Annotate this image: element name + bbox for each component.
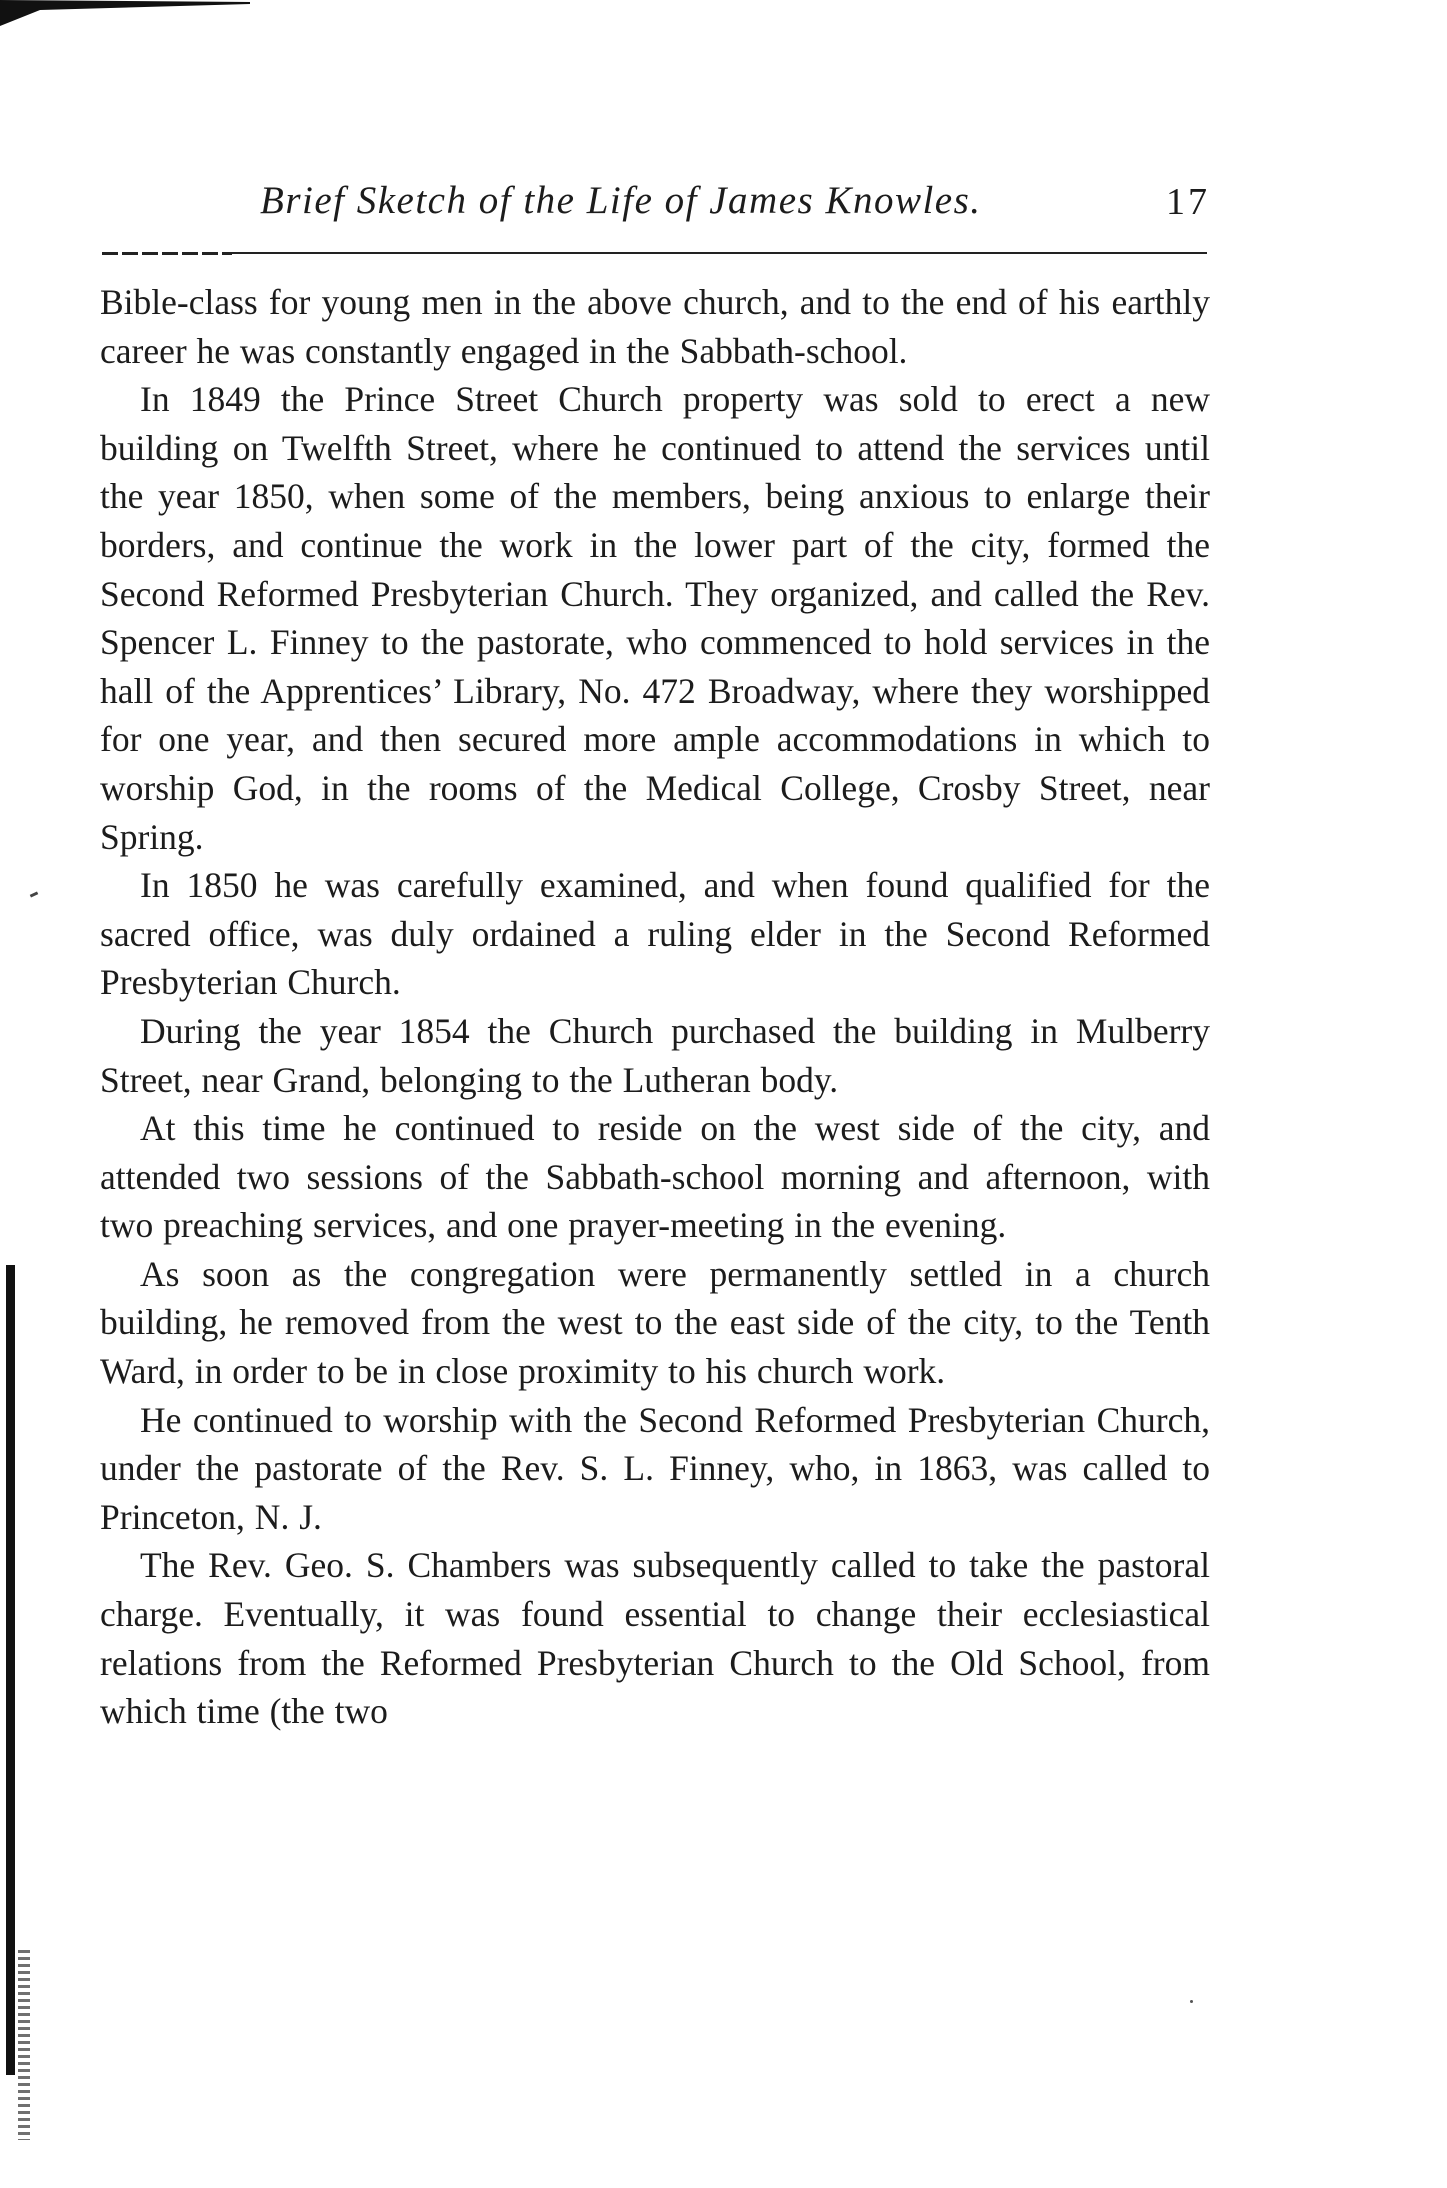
page-number: 17	[1166, 181, 1210, 223]
header-rule	[102, 252, 1207, 254]
running-title: Brief Sketch of the Life of James Knowles.	[260, 179, 982, 222]
paragraph-continuation: Bible-class for young men in the above church, and to the end of his earthly career he was constantly engaged in the Sabbath-school.	[100, 282, 1210, 371]
paragraph: The Rev. Geo. S. Chambers was subsequently called to take the pastoral charge. Eventually, it was found essential to change their ecclesiastical relations from the Reformed Presbyterian Church to the Old School, from which time (the two	[100, 1545, 1210, 1732]
scan-artifact-speckle	[18, 1950, 30, 2140]
paragraph: At this time he continued to reside on the west side of the city, and attended two sessions of the Sabbath-school morning and afternoon, with two preaching services, and one prayer-meeting in the evening.	[100, 1108, 1210, 1246]
scan-artifact-top	[0, 0, 250, 26]
header-rule-dash	[102, 252, 232, 255]
body-text	[100, 278, 1210, 1736]
scan-artifact-mark	[30, 891, 39, 897]
paragraph: He continued to worship with the Second Reformed Presbyterian Church, under the pastorate of the Rev. S. L. Finney, who, in 1863, was called to Princeton, N. J.	[100, 1399, 1210, 1537]
paragraph: In 1849 the Prince Street Church property was sold to erect a new building on Twelfth Street, where he continued to attend the services until the year 1850, when some of the members, being anxious to enlarge their borders, and continue the work in the lower part of the city, formed the Second Reformed Presbyterian Church. They organized, and called the Rev. Spencer L. Finney to the pastorate, who commenced to hold services in the hall of the Apprentices’ Library, No. 472 Broadway, where they worshipped for one year, and then secured more ample accommodations in which to worship God, in the rooms of the Medical College, Crosby Street, near Spring.	[100, 379, 1210, 857]
paragraph: In 1850 he was carefully examined, and when found qualified for the sacred office, was duly ordained a ruling elder in the Second Reformed Presbyterian Church.	[100, 865, 1210, 1003]
scan-artifact-edge	[6, 1265, 15, 2075]
scan-artifact-dot	[1190, 2000, 1193, 2003]
paragraph: As soon as the congregation were permanently settled in a church building, he removed from the west to the east side of the city, to the Tenth Ward, in order to be in close proximity to his church work.	[100, 1253, 1210, 1392]
paragraph: During the year 1854 the Church purchased the building in Mulberry Street, near Grand, belonging to the Lutheran body.	[100, 1010, 1210, 1100]
running-head	[100, 170, 1210, 230]
